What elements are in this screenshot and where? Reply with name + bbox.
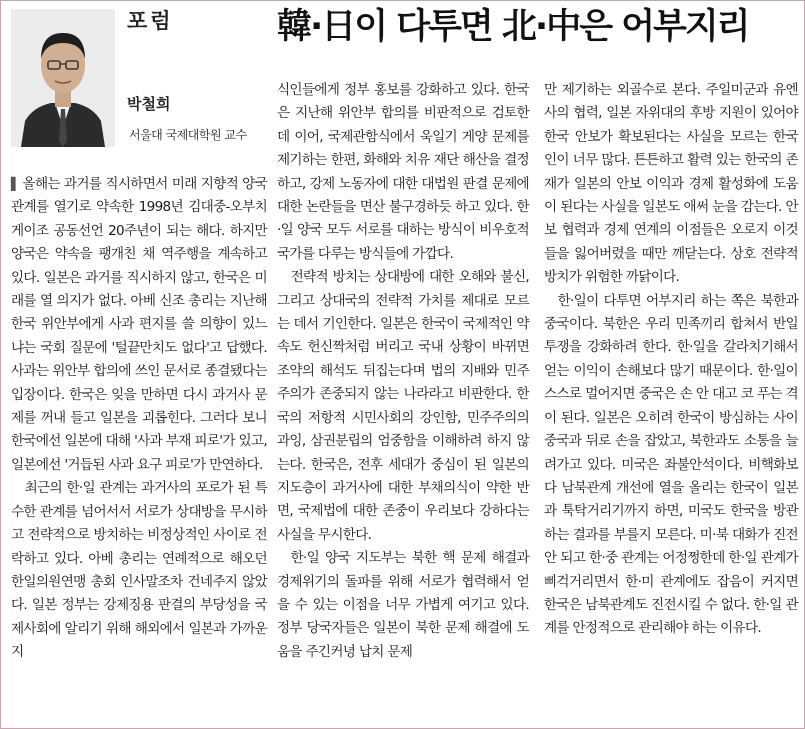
- paragraph: 최근의 한·일 관계는 과거사의 포로가 된 특수한 관계를 넘어서서 서로가 상대방을 무시하고 전략적으로 방치하는 비정상적인 사이로 전락하고 있다. 아베 총리는 연례적으로 해오던 한일의원연맹 총회 인사말조차 건네주지 않았다. 일본 정부는 강제징용 판결의 부당성을 국제사회에 알리기 위해 해외에서 일본과 가까운 지: [11, 480, 267, 661]
- paragraph: 전략적 방치는 상대방에 대한 오해와 불신, 그리고 상대국의 전략적 가치를 제대로 모르는 데서 기인한다. 일본은 한국이 국제적인 약속도 헌신짝처럼 버리고 국내 상황이 바뀌면 조약의 해석도 뒤집는다며 법의 지배와 민주주의가 존중되지 않는 나라라고 비판한다. 한국의 저항적 시민사회의 강인함, 민주주의의 과잉, 삼권분립의 엄중함을 이해하려 하지 않는다. 한국은, 전후 세대가 중심이 된 일본의 지도층이 과거사에 대한 부채의식이 약한 반면, 국제법에 대한 존중이 우리보다 강하다는 사실을 무시한다.: [277, 269, 529, 543]
- paragraph: 식인들에게 정부 홍보를 강화하고 있다. 한국은 지난해 위안부 합의를 비판적으로 검토한 데 이어, 국제관함식에서 욱일기 게양 문제를 제기하는 한편, 화해와 치유 재단 해산을 결정하고, 강제 노동자에 대한 대법원 판결 문제에 대한 논란들을 면산 불구경하듯 하고 있다. 한·일 양국 모두 서로를 대하는 방식이 비우호적 국가를 다루는 방식들에 가깝다.: [277, 82, 529, 262]
- article-column-3: [544, 79, 798, 641]
- author-photo: [11, 9, 115, 147]
- paragraph: 한·일 양국 지도부는 북한 핵 문제 해결과 경제위기의 돌파를 위해 서로가 협력해서 얻을 수 있는 이점을 너무 가볍게 여기고 있다. 정부 당국자들은 일본이 북한 문제 해결에 도움을 주긴커녕 납치 문제: [277, 550, 529, 660]
- author-name: 박철희: [127, 95, 171, 113]
- author-title: 서울대 국제대학원 교수: [129, 128, 247, 142]
- author-portrait-image: [11, 9, 115, 147]
- paragraph: 한·일이 다투면 어부지리 하는 쪽은 북한과 중국이다. 북한은 우리 민족끼리 합쳐서 반일 투쟁을 강화하려 한다. 한·일을 갈라치기해서 얻는 이익이 손해보다 많기 때문이다. 한·일이 스스로 멀어지면 중국은 손 안 대고 코 푸는 격이 된다. 일본은 오히려 한국이 방심하는 사이 중국과 뒤로 손을 잡았고, 북한과도 소통을 늘려가고 있다. 미국은 좌불안석이다. 비핵화보다 남북관계 개선에 열을 올리는 한국이 일본과 툭탁거리기까지 하면, 미국도 한국을 방관하는 결과를 부를지 모른다. 미·북 대화가 진전 안 되고 한·중 관계는 어정쩡한데 한·일 관계가 삐걱거리면서 한·미 관계에도 잡음이 커지면 한국은 남북관계도 진전시킬 수 없다. 한·일 관계를 안정적으로 관리해야 하는 이유다.: [544, 292, 798, 637]
- paragraph-text: 올해는 과거를 직시하면서 미래 지향적 양국 관계를 열기로 약속한 1998년 김대중-오부치 게이조 공동선언 20주년이 되는 해다. 하지만 양국은 약속을 팽개친 채 역주행을 계속하고 있다. 일본은 과거를 직시하지 않고, 한국은 미래를 열 의지가 없다. 아베 신조 총리는 지난해 한국 위안부에게 사과 편지를 쓸 의향이 있느냐는 국회 질문에 '털끝만치도 없다'고 답했다. 사과는 위안부 합의에 쓰인 문서로 종결됐다는 입장이다. 한국은 잊을 만하면 다시 과거사 문제를 꺼내 들고 일본을 괴롭힌다. 그러다 보니 한국에선 일본에 대해 '사과 부재 피로'가 있고, 일본에선 '거듭된 사과 요구 피로'가 만연하다.: [11, 176, 267, 473]
- article-column-1: [11, 173, 267, 665]
- paragraph: [11, 173, 267, 477]
- paragraph-marker: ▌: [11, 177, 20, 191]
- article-column-2: [277, 79, 529, 664]
- headline: 韓·日이 다투면 北·中은 어부지리: [277, 7, 749, 47]
- section-label: 포럼: [127, 8, 174, 33]
- paragraph: 만 제기하는 외골수로 본다. 주일미군과 유엔사의 협력, 일본 자위대의 후방 지원이 있어야 한국 안보가 확보된다는 사실을 모르는 한국인이 너무 많다. 튼튼하고 활력 있는 한국의 존재가 일본의 안보 이익과 경제 활성화에 도움이 된다는 사실을 일본도 애써 눈을 감는다. 안보 협력과 경제 연계의 이점들은 오로지 이것들을 잃어버렸을 때만 깨닫는다. 상호 전략적 방치가 위험한 까닭이다.: [544, 82, 798, 286]
